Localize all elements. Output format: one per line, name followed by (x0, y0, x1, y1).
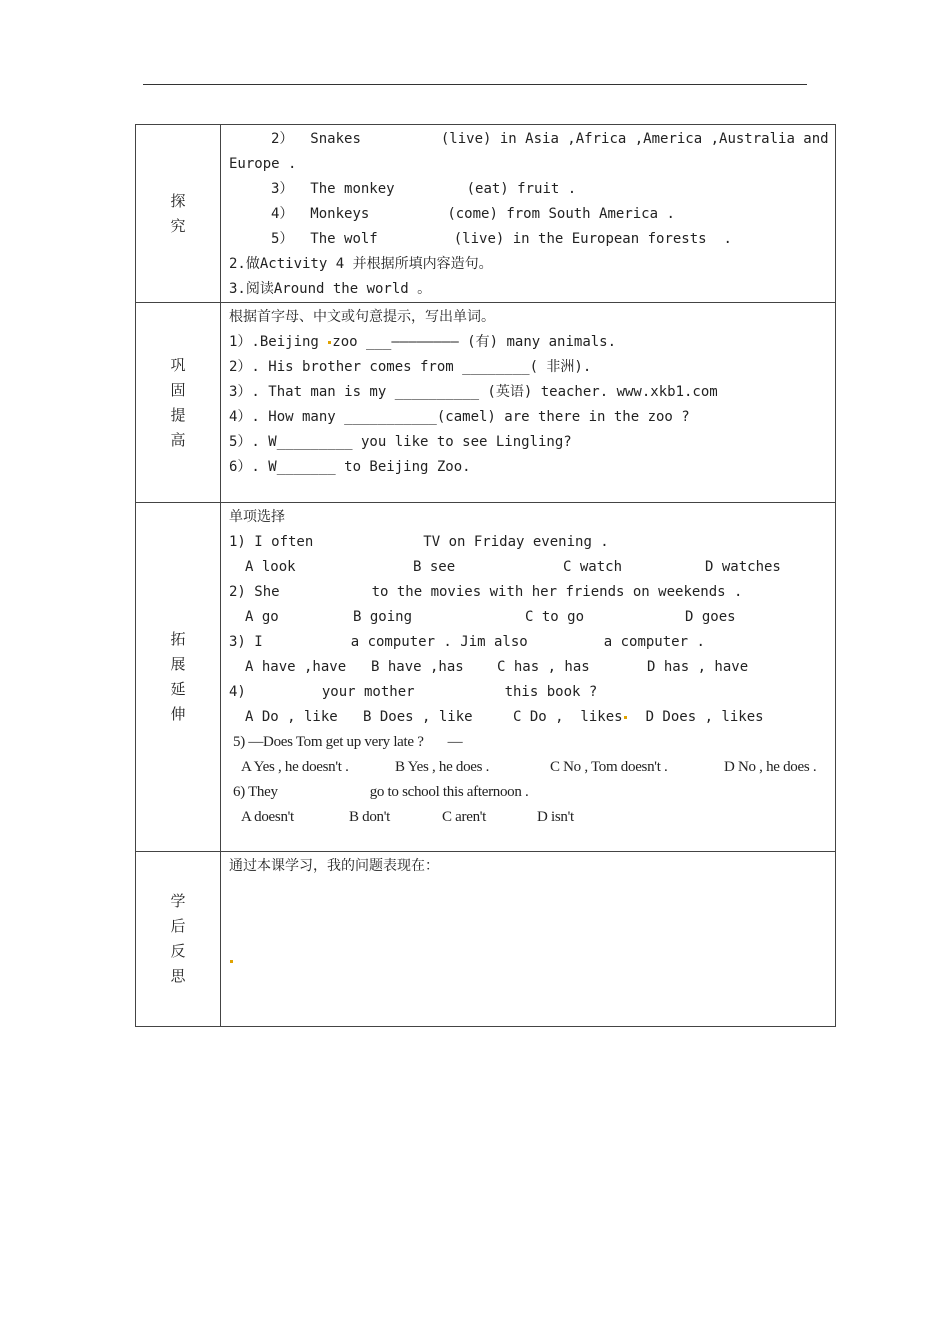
content-reflect (221, 852, 836, 1027)
extend-q2-stem (229, 580, 835, 605)
question-text: zoo ___ (332, 334, 392, 350)
row-consolidate (136, 303, 836, 503)
label-char: 延 (170, 680, 186, 698)
item-number: 2） (271, 131, 294, 147)
reflect-answer-area (229, 949, 835, 974)
extend-heading (229, 505, 835, 530)
question-stem: 3) I (229, 634, 263, 650)
question-stem: 2) She (229, 584, 280, 600)
question-text: 5）. W_________ you like to see Lingling? (229, 434, 572, 450)
consolidate-q6 (229, 455, 835, 480)
consolidate-q3 (229, 380, 835, 405)
extend-q5-stem (229, 730, 835, 754)
item-word: Monkeys (310, 206, 370, 222)
row-explore (136, 125, 836, 303)
option-d: D Does , likes (645, 709, 764, 725)
item-word: Snakes (310, 131, 361, 147)
question-text: 6）. W_______ to Beijing Zoo. (229, 459, 471, 475)
label-char: 提 (170, 405, 186, 424)
content-extend (221, 503, 836, 852)
question-stem: your mother (321, 684, 415, 700)
label-char: 思 (170, 967, 186, 985)
extend-q5-options (229, 754, 835, 780)
prompt-text: 通过本课学习，我的问题表现在： (229, 858, 439, 874)
item-word: The wolf (310, 231, 378, 247)
extend-q4-options (229, 705, 835, 730)
explore-item-2 (229, 127, 835, 152)
question-text: 4）. How many ___________(camel) are there in the zoo ? (229, 409, 690, 425)
label-extend (136, 503, 221, 852)
task-text: 3.阅读Around the world 。 (229, 281, 432, 297)
question-text: 3）. That man is my __________ (英语) teacher. www.xkb1.com (229, 384, 718, 400)
label-char: 拓 (170, 630, 186, 648)
extend-q4-stem (229, 680, 835, 705)
label-reflect (136, 852, 221, 1027)
explore-task-3 (229, 277, 835, 302)
question-stem: 4) (229, 684, 246, 700)
label-char: 固 (170, 380, 186, 399)
content-explore (221, 125, 836, 303)
stray-mark (230, 960, 233, 963)
option-d: D has , have (647, 659, 749, 675)
question-text: 1）.Beijing (229, 334, 328, 350)
option-a: A Do , like (245, 709, 338, 725)
label-char: 究 (170, 216, 186, 235)
option-b: B Does , like (363, 709, 473, 725)
item-word: The monkey (310, 181, 395, 197)
item-hint: (live) in the European forests . (453, 231, 732, 247)
option-a: A doesn't (241, 809, 294, 825)
reflect-prompt (229, 854, 835, 879)
label-char: 后 (170, 917, 186, 935)
question-stem: TV on Friday evening . (423, 534, 609, 550)
option-c: C No , Tom doesn't . (550, 759, 668, 775)
answer-dash: — (447, 734, 463, 750)
option-a: A have ,have (245, 659, 347, 675)
worksheet-table (135, 124, 836, 1027)
explore-task-2 (229, 252, 835, 277)
question-text: (有) many animals. (458, 334, 617, 350)
option-a: A look (245, 559, 296, 575)
explore-item-4 (229, 202, 835, 227)
option-d: D No , he does . (724, 759, 817, 775)
question-stem: a computer . Jim also (350, 634, 528, 650)
option-b: B don't (349, 809, 391, 825)
stray-mark (328, 341, 331, 344)
label-char: 反 (170, 942, 186, 960)
content-consolidate (221, 303, 836, 503)
label-char: 伸 (170, 705, 186, 723)
option-d: D goes (685, 609, 736, 625)
question-stem: 5) —Does Tom get up very late ? (233, 734, 424, 750)
task-text: 2.做Activity 4 并根据所填内容造句。 (229, 256, 493, 272)
extend-q3-stem (229, 630, 835, 655)
question-stem: 1) I often (229, 534, 314, 550)
option-b: B going (353, 609, 413, 625)
extend-q6-stem (229, 780, 835, 805)
label-consolidate (136, 303, 221, 503)
answer-blank: ———————— (391, 334, 459, 350)
question-stem: to the movies with her friends on weekends . (371, 584, 743, 600)
option-c: C Do , likes (513, 709, 623, 725)
item-hint: (come) from South America . (447, 206, 675, 222)
question-stem: a computer . (603, 634, 705, 650)
extend-q2-options (229, 605, 835, 630)
explore-item-3 (229, 177, 835, 202)
option-c: C has , has (497, 659, 590, 675)
option-b: B see (413, 559, 456, 575)
option-a: A go (245, 609, 279, 625)
extend-q3-options (229, 655, 835, 680)
option-a: A Yes , he doesn't . (241, 759, 349, 775)
option-d: D isn't (537, 809, 574, 825)
option-c: C to go (525, 609, 585, 625)
question-stem: go to school this afternoon . (369, 784, 529, 800)
label-explore (136, 125, 221, 303)
item-number: 4） (271, 206, 294, 222)
item-continuation: Europe . (229, 156, 297, 172)
option-b: B Yes , he does . (395, 759, 490, 775)
option-c: C aren't (442, 809, 487, 825)
label-char: 学 (170, 892, 186, 910)
header-rule (143, 84, 807, 85)
heading-text: 单项选择 (229, 509, 285, 525)
question-stem: this book ? (504, 684, 598, 700)
question-stem: 6) They (233, 784, 278, 800)
question-text: 2）. His brother comes from ________( 非洲). (229, 359, 592, 375)
extend-q1-stem (229, 530, 835, 555)
item-hint: (live) in Asia ,Africa ,America ,Australia and (440, 131, 829, 147)
consolidate-q2 (229, 355, 835, 380)
row-reflect (136, 852, 836, 1027)
option-c: C watch (563, 559, 623, 575)
label-char: 高 (170, 430, 186, 449)
item-number: 3） (271, 181, 294, 197)
item-number: 5） (271, 231, 294, 247)
row-extend (136, 503, 836, 852)
explore-item-5 (229, 227, 835, 252)
extend-q1-options (229, 555, 835, 580)
option-d: D watches (705, 559, 781, 575)
consolidate-q1 (229, 330, 835, 355)
item-hint: (eat) fruit . (466, 181, 577, 197)
label-char: 探 (170, 191, 186, 210)
consolidate-instruction (229, 305, 835, 330)
explore-item-2-cont (229, 152, 835, 177)
consolidate-q4 (229, 405, 835, 430)
stray-mark (624, 716, 627, 719)
instruction-text: 根据首字母、中文或句意提示，写出单词。 (229, 309, 495, 325)
label-char: 巩 (170, 355, 186, 374)
consolidate-q5 (229, 430, 835, 455)
label-char: 展 (170, 655, 186, 673)
option-b: B have ,has (371, 659, 464, 675)
extend-q6-options (229, 805, 835, 830)
